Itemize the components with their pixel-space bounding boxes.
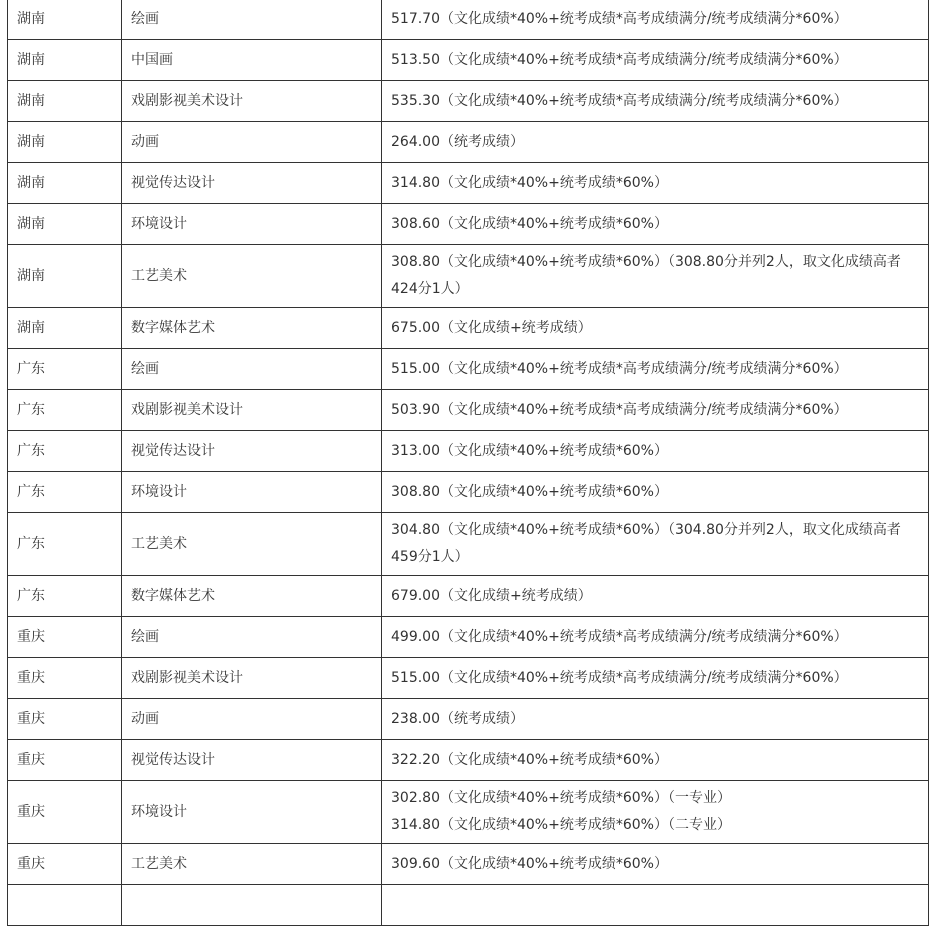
- score-cell: [382, 163, 929, 204]
- table-row: [8, 204, 929, 245]
- score-cell: [382, 349, 929, 390]
- score-cell: [382, 0, 929, 40]
- major-cell: 环境设计: [122, 472, 382, 513]
- score-text: 302.80（文化成绩*40%+统考成绩*60%）（一专业）: [391, 790, 731, 806]
- province-cell: 湖南: [8, 204, 122, 245]
- admission-score-table: [7, 0, 929, 926]
- score-text: 503.90（文化成绩*40%+统考成绩*高考成绩满分/统考成绩满分*60%）: [391, 401, 848, 418]
- table-row: [8, 472, 929, 513]
- major-cell: 环境设计: [122, 781, 382, 844]
- table-row: [8, 844, 929, 885]
- major-cell: 中国画: [122, 40, 382, 81]
- province-cell: 湖南: [8, 245, 122, 308]
- major-cell: 戏剧影视美术设计: [122, 390, 382, 431]
- major-cell: 视觉传达设计: [122, 740, 382, 781]
- province-cell: 湖南: [8, 308, 122, 349]
- score-cell: [382, 245, 929, 308]
- score-text: 309.60（文化成绩*40%+统考成绩*60%）: [391, 855, 668, 872]
- province-cell: 广东: [8, 349, 122, 390]
- table-row: [8, 699, 929, 740]
- major-cell: 动画: [122, 699, 382, 740]
- major-cell: 戏剧影视美术设计: [122, 81, 382, 122]
- score-cell: [382, 431, 929, 472]
- score-text: 675.00（文化成绩+统考成绩）: [391, 319, 592, 336]
- score-text: 308.60（文化成绩*40%+统考成绩*60%）: [391, 215, 668, 232]
- score-cell: [382, 576, 929, 617]
- major-cell: 工艺美术: [122, 245, 382, 308]
- score-cell: [382, 81, 929, 122]
- score-cell: [382, 658, 929, 699]
- table-row: [8, 0, 929, 40]
- table-row: [8, 245, 929, 308]
- major-cell: 视觉传达设计: [122, 163, 382, 204]
- score-text: 499.00（文化成绩*40%+统考成绩*高考成绩满分/统考成绩满分*60%）: [391, 628, 848, 645]
- score-cell: [382, 122, 929, 163]
- score-text: 515.00（文化成绩*40%+统考成绩*高考成绩满分/统考成绩满分*60%）: [391, 669, 848, 686]
- major-cell: 工艺美术: [122, 844, 382, 885]
- score-cell: [382, 513, 929, 576]
- province-cell: 广东: [8, 576, 122, 617]
- province-cell: 广东: [8, 390, 122, 431]
- major-cell: 戏剧影视美术设计: [122, 658, 382, 699]
- score-text: 313.00（文化成绩*40%+统考成绩*60%）: [391, 442, 668, 459]
- score-text: 513.50（文化成绩*40%+统考成绩*高考成绩满分/统考成绩满分*60%）: [391, 51, 848, 68]
- table-row: [8, 658, 929, 699]
- table-row: [8, 431, 929, 472]
- score-text: 314.80（文化成绩*40%+统考成绩*60%）: [391, 174, 668, 191]
- table-row: [8, 513, 929, 576]
- table-row: [8, 349, 929, 390]
- province-cell: 重庆: [8, 844, 122, 885]
- province-cell: 广东: [8, 513, 122, 576]
- score-text: 264.00（统考成绩）: [391, 133, 524, 150]
- score-cell: [382, 472, 929, 513]
- province-cell: 重庆: [8, 658, 122, 699]
- province-cell: 重庆: [8, 617, 122, 658]
- major-cell: 数字媒体艺术: [122, 308, 382, 349]
- score-text: 517.70（文化成绩*40%+统考成绩*高考成绩满分/统考成绩满分*60%）: [391, 10, 848, 27]
- score-cell: [382, 740, 929, 781]
- table-row: [8, 576, 929, 617]
- major-cell: 工艺美术: [122, 513, 382, 576]
- major-cell: 动画: [122, 122, 382, 163]
- table-row: [8, 40, 929, 81]
- score-cell: [382, 844, 929, 885]
- table-row: [8, 308, 929, 349]
- score-cell: [382, 885, 929, 926]
- province-cell: 重庆: [8, 781, 122, 844]
- score-text: 304.80（文化成绩*40%+统考成绩*60%）（304.80分并列2人，取文化成绩高者459分1人）: [391, 522, 901, 565]
- score-cell: [382, 699, 929, 740]
- major-cell: 视觉传达设计: [122, 431, 382, 472]
- province-cell: 广东: [8, 431, 122, 472]
- score-text: 679.00（文化成绩+统考成绩）: [391, 587, 592, 604]
- score-cell: [382, 308, 929, 349]
- province-cell: [8, 885, 122, 926]
- province-cell: 广东: [8, 472, 122, 513]
- table-row: [8, 617, 929, 658]
- major-cell: 绘画: [122, 349, 382, 390]
- score-cell: [382, 781, 929, 844]
- score-cell: [382, 390, 929, 431]
- table-row: [8, 122, 929, 163]
- table-body: [8, 0, 929, 926]
- major-cell: 绘画: [122, 0, 382, 40]
- province-cell: 重庆: [8, 699, 122, 740]
- score-text: 515.00（文化成绩*40%+统考成绩*高考成绩满分/统考成绩满分*60%）: [391, 360, 848, 377]
- table-row: [8, 81, 929, 122]
- major-cell: 绘画: [122, 617, 382, 658]
- major-cell: 环境设计: [122, 204, 382, 245]
- score-text: 238.00（统考成绩）: [391, 710, 524, 727]
- score-cell: [382, 40, 929, 81]
- score-cell: [382, 204, 929, 245]
- table-row: [8, 390, 929, 431]
- province-cell: 湖南: [8, 122, 122, 163]
- score-text: 314.80（文化成绩*40%+统考成绩*60%）（二专业）: [391, 817, 731, 833]
- province-cell: 重庆: [8, 740, 122, 781]
- table-row: [8, 740, 929, 781]
- province-cell: 湖南: [8, 0, 122, 40]
- score-text: 308.80（文化成绩*40%+统考成绩*60%）（308.80分并列2人，取文化成绩高者424分1人）: [391, 254, 901, 297]
- major-cell: 数字媒体艺术: [122, 576, 382, 617]
- province-cell: 湖南: [8, 40, 122, 81]
- table-row: [8, 885, 929, 926]
- score-cell: [382, 617, 929, 658]
- score-text: 308.80（文化成绩*40%+统考成绩*60%）: [391, 483, 668, 500]
- province-cell: 湖南: [8, 163, 122, 204]
- table-row: [8, 163, 929, 204]
- province-cell: 湖南: [8, 81, 122, 122]
- score-text: 322.20（文化成绩*40%+统考成绩*60%）: [391, 751, 668, 768]
- major-cell: [122, 885, 382, 926]
- score-text: 535.30（文化成绩*40%+统考成绩*高考成绩满分/统考成绩满分*60%）: [391, 92, 848, 109]
- table-row: [8, 781, 929, 844]
